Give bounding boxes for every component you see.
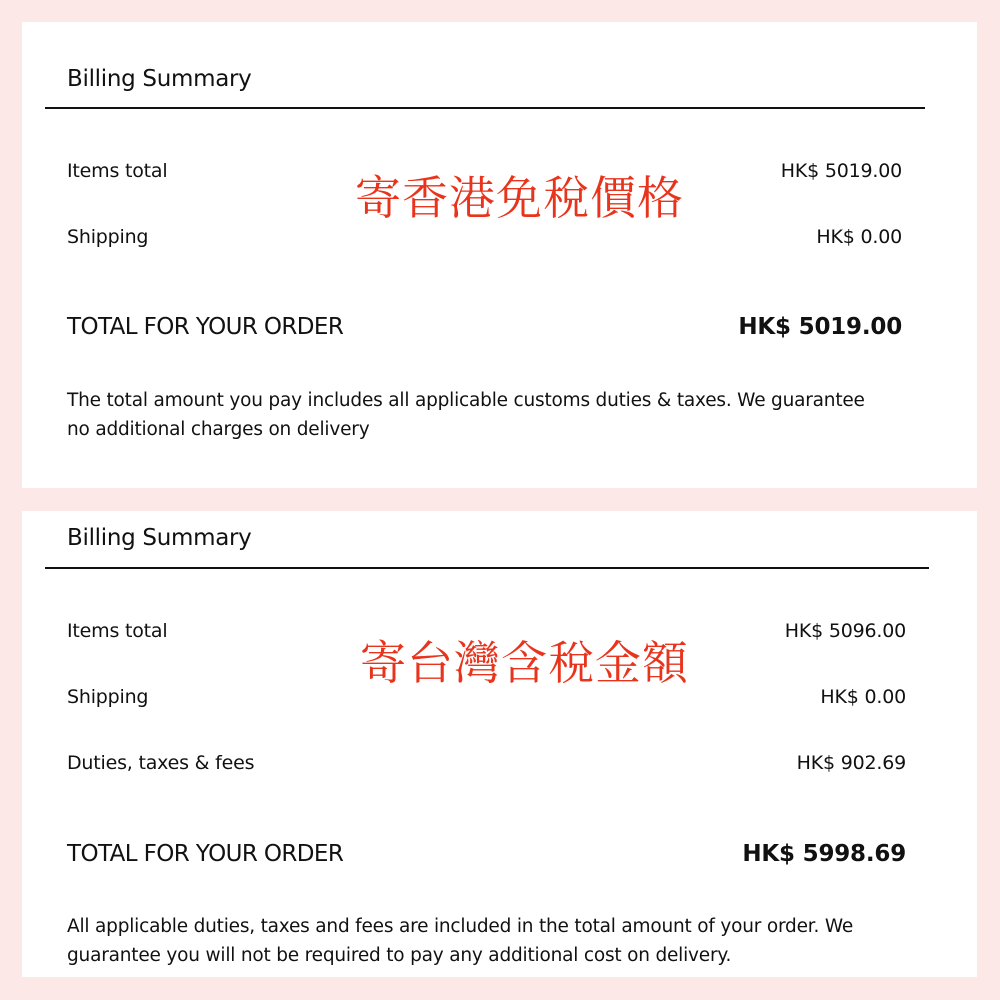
duties-label: Duties, taxes & fees (67, 752, 255, 774)
shipping-label: Shipping (67, 226, 149, 248)
order-total-value: HK$ 5019.00 (738, 314, 902, 340)
shipping-value: HK$ 0.00 (820, 686, 906, 708)
duties-note-line-2: guarantee you will not be required to pay any additional cost on delivery. (67, 945, 732, 966)
items-total-value: HK$ 5019.00 (780, 160, 902, 182)
shipping-value: HK$ 0.00 (816, 226, 902, 248)
items-total-label: Items total (67, 160, 168, 182)
duties-value: HK$ 902.69 (796, 752, 906, 774)
title-divider (45, 107, 925, 109)
billing-summary-panel-tw (22, 511, 977, 977)
duties-note-line-1: All applicable duties, taxes and fees are included in the total amount of your order. We (67, 916, 854, 937)
hk-duty-free-annotation: 寄香港免稅價格 (355, 171, 684, 225)
duties-note (67, 386, 865, 444)
duties-note (67, 912, 853, 970)
tw-tax-included-annotation: 寄台灣含稅金額 (360, 636, 689, 690)
billing-summary-title: Billing Summary (67, 66, 252, 92)
shipping-label: Shipping (67, 686, 149, 708)
order-total-label: TOTAL FOR YOUR ORDER (67, 841, 344, 867)
items-total-label: Items total (67, 620, 168, 642)
order-total-label: TOTAL FOR YOUR ORDER (67, 314, 344, 340)
duties-note-line-2: no additional charges on delivery (67, 419, 370, 440)
title-divider (45, 567, 929, 569)
order-total-value: HK$ 5998.69 (742, 841, 906, 867)
items-total-value: HK$ 5096.00 (784, 620, 906, 642)
billing-summary-title: Billing Summary (67, 525, 252, 551)
duties-note-line-1: The total amount you pay includes all applicable customs duties & taxes. We guarantee (67, 390, 865, 411)
billing-summary-panel-hk (22, 22, 977, 488)
